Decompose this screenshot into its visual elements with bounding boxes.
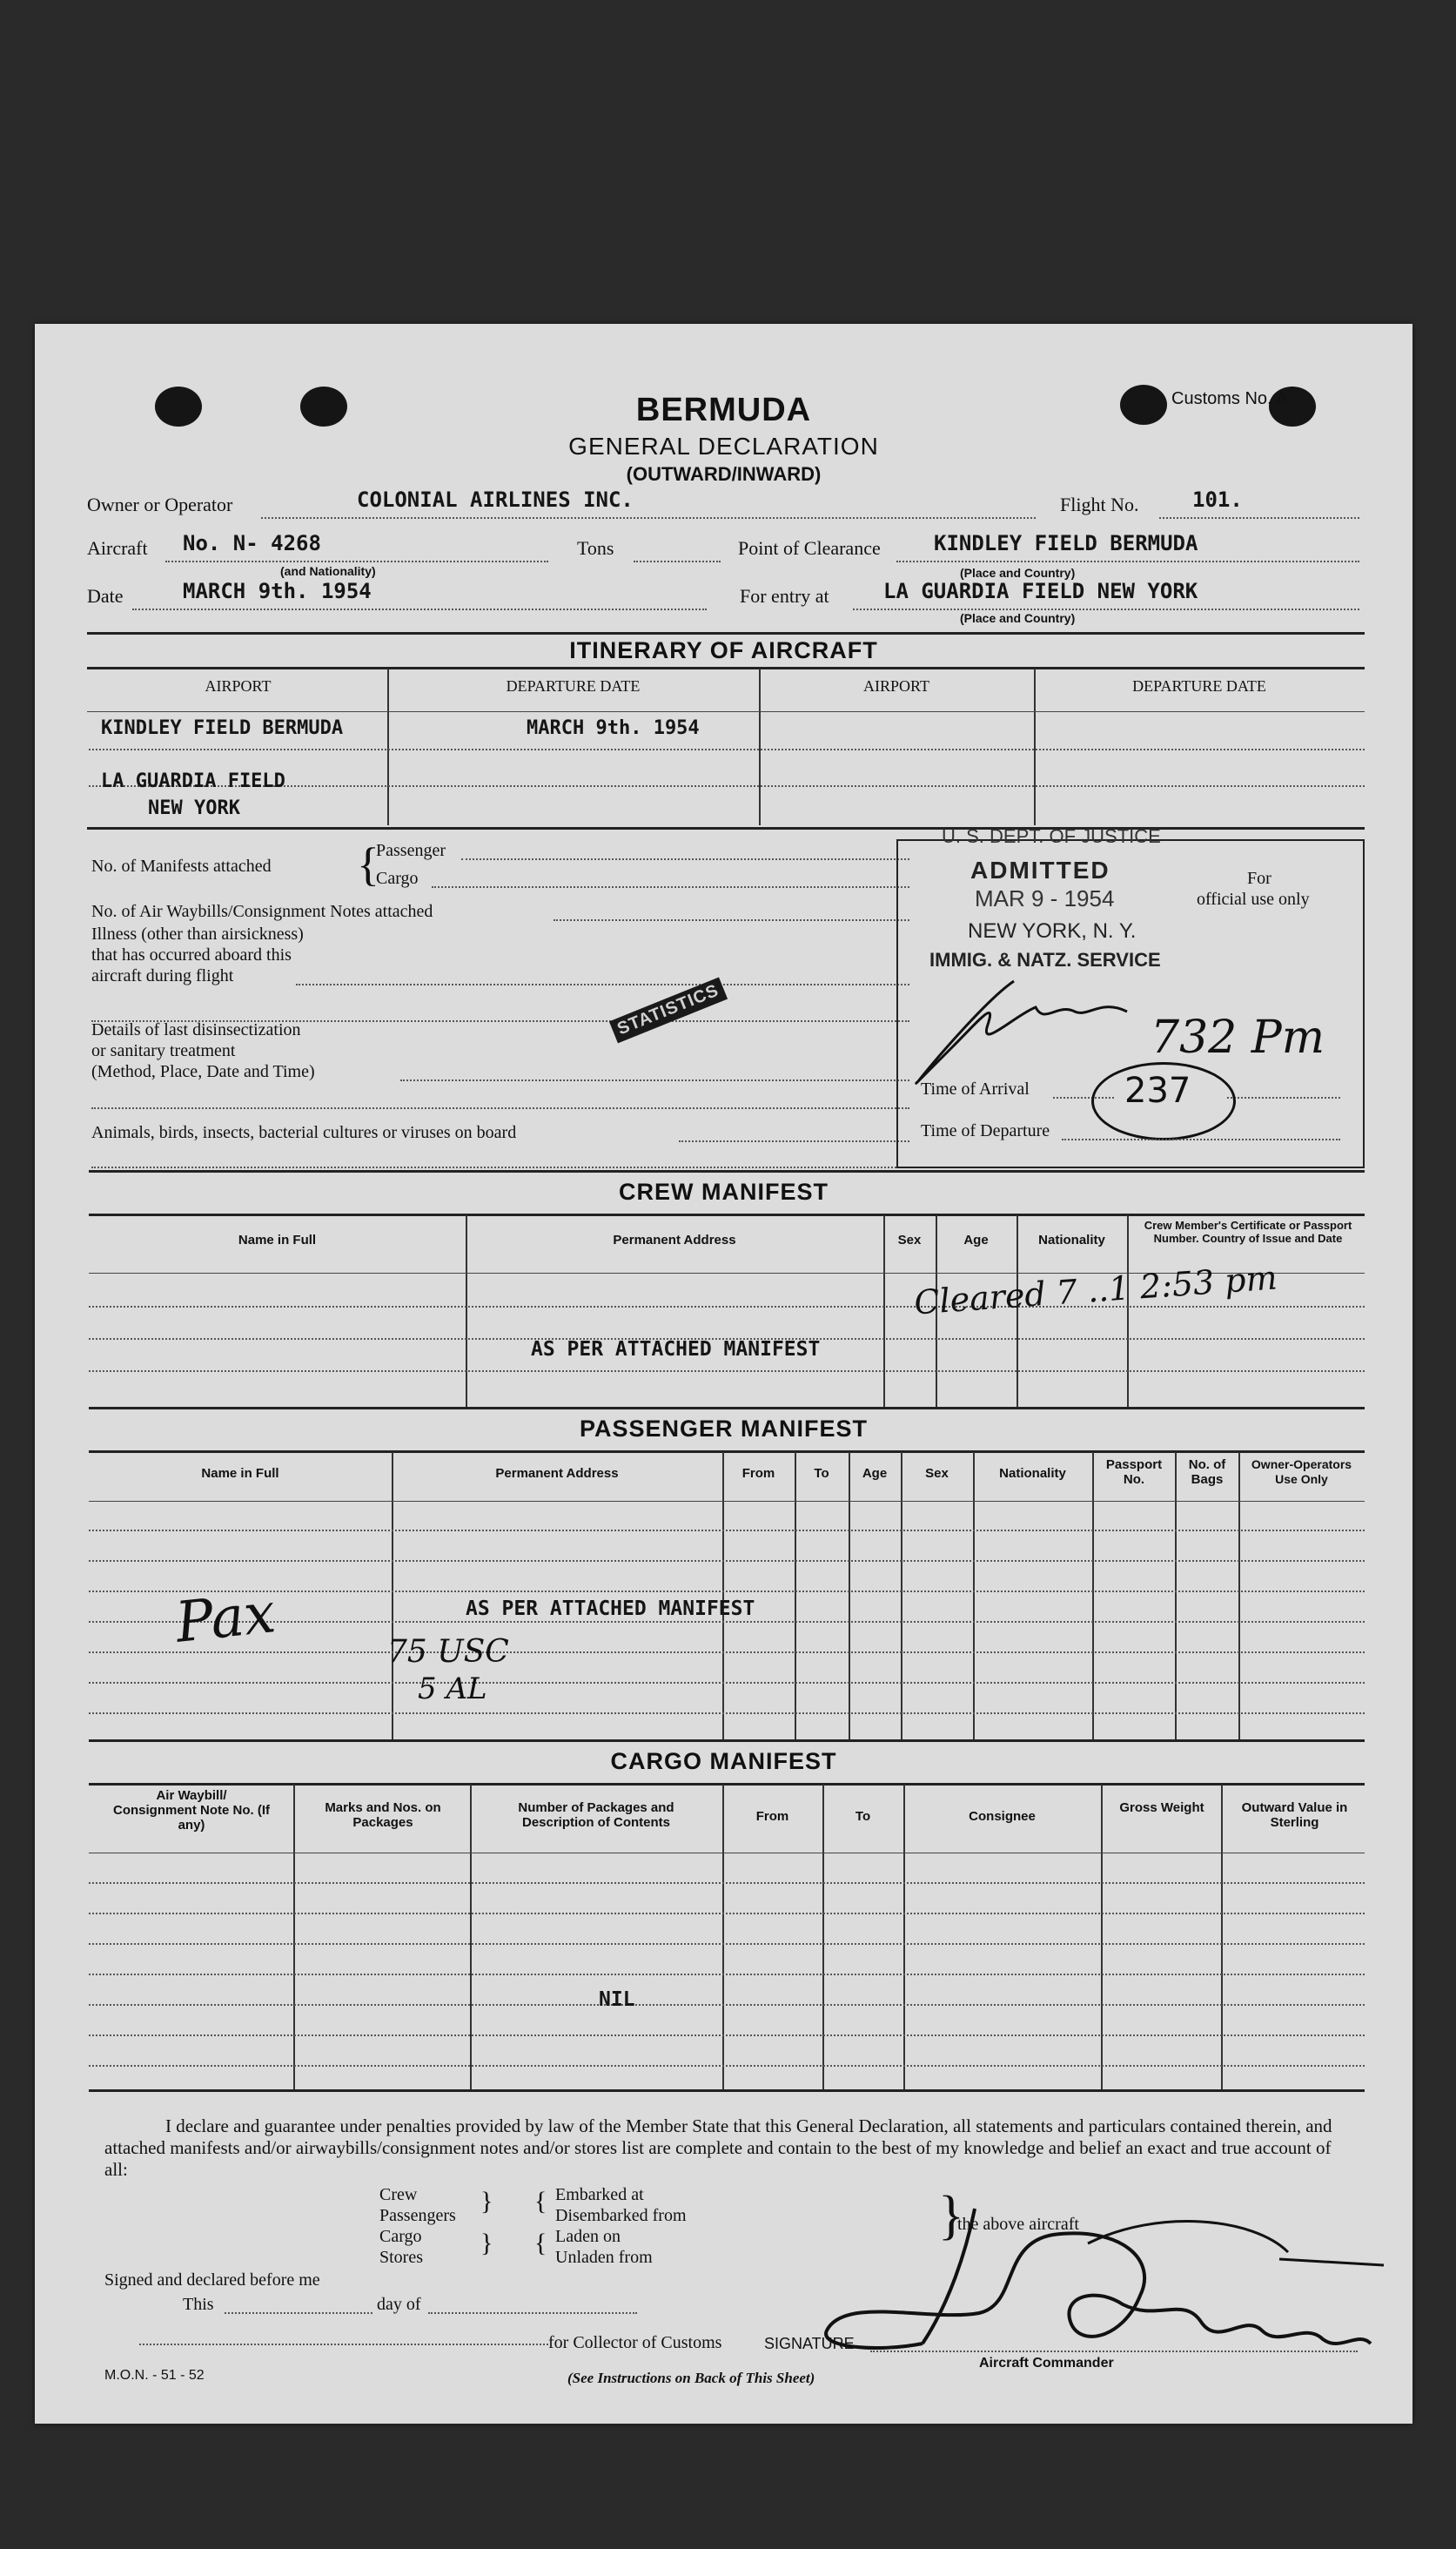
official-for-label: For <box>1247 869 1271 888</box>
passenger-header-owner-use: Owner-Operators Use Only <box>1251 1457 1352 1486</box>
stamp-service: IMMIG. & NATZ. SERVICE <box>929 949 1161 971</box>
passenger-header-sex: Sex <box>925 1466 949 1481</box>
form-number: M.O.N. - 51 - 52 <box>104 2368 205 2383</box>
passenger-title: PASSENGER MANIFEST <box>579 1416 869 1442</box>
itinerary-header-airport: AIRPORT <box>205 677 272 695</box>
illness-line-1: Illness (other than airsickness) <box>91 925 304 944</box>
declaration-embarked: Embarked at <box>555 2185 644 2204</box>
passenger-header-passport: Passport No. <box>1105 1457 1163 1487</box>
entry-label: For entry at <box>740 585 829 607</box>
cargo-header-to: To <box>855 1809 871 1824</box>
illness-line-2: that has occurred aboard this <box>91 945 292 965</box>
disinsect-line-1: Details of last disinsectization <box>91 1020 301 1039</box>
illness-line-3: aircraft during flight <box>91 966 234 985</box>
passenger-header-nationality: Nationality <box>999 1466 1066 1481</box>
disinsect-line-3: (Method, Place, Date and Time) <box>91 1062 315 1081</box>
itinerary-row1-airport: KINDLEY FIELD BERMUDA <box>101 717 344 739</box>
owner-label: Owner or Operator <box>87 494 233 515</box>
itinerary-row1-date: MARCH 9th. 1954 <box>527 717 700 739</box>
owner-value: COLONIAL AIRLINES INC. <box>357 488 634 512</box>
customs-number-label: Customs No. A <box>1171 389 1288 408</box>
itinerary-row2-airport-city: NEW YORK <box>148 797 240 819</box>
day-of-label: day of <box>377 2295 421 2314</box>
declaration-crew: Crew <box>379 2185 418 2204</box>
passenger-header-age: Age <box>862 1466 888 1481</box>
form-subtitle: (OUTWARD/INWARD) <box>626 463 822 485</box>
date-value: MARCH 9th. 1954 <box>183 579 372 603</box>
flight-label: Flight No. <box>1060 494 1139 515</box>
commander-signature <box>792 2191 1401 2365</box>
tons-label: Tons <box>577 537 614 559</box>
commander-label: Aircraft Commander <box>979 2356 1114 2371</box>
statistics-stamp: STATISTICS <box>609 978 728 1044</box>
flight-value: 101. <box>1192 488 1243 512</box>
declaration-stores: Stores <box>379 2248 423 2267</box>
aircraft-label: Aircraft <box>87 537 148 559</box>
crew-header-address: Permanent Address <box>613 1233 736 1248</box>
above-aircraft-label: the above aircraft <box>957 2215 1079 2234</box>
clearance-value: KINDLEY FIELD BERMUDA <box>934 531 1198 555</box>
stamp-date: MAR 9 - 1954 <box>975 885 1115 911</box>
signature-label: SIGNATURE <box>764 2335 855 2352</box>
crew-entry: AS PER ATTACHED MANIFEST <box>531 1338 821 1361</box>
brace: { <box>357 838 379 891</box>
crew-header-nationality: Nationality <box>1038 1233 1105 1248</box>
clearance-label: Point of Clearance <box>738 537 881 559</box>
cargo-header-value: Outward Value in Sterling <box>1241 1800 1348 1830</box>
stamp-admitted: ADMITTED <box>970 857 1110 884</box>
passenger-handwritten-count-1: 75 USC <box>387 1634 509 1670</box>
animals-label: Animals, birds, insects, bacterial cultures or viruses on board <box>91 1123 517 1142</box>
collector-label: for Collector of Customs <box>548 2333 722 2352</box>
signed-label: Signed and declared before me <box>104 2270 320 2290</box>
cargo-header-consignee: Consignee <box>969 1809 1036 1824</box>
itinerary-header-departure-date: DEPARTURE DATE <box>506 677 641 695</box>
declaration-passengers: Passengers <box>379 2206 456 2225</box>
cargo-entry: NIL <box>599 1988 635 2011</box>
itinerary-header-departure-date-2: DEPARTURE DATE <box>1132 677 1266 695</box>
form-title: GENERAL DECLARATION <box>568 433 879 460</box>
cargo-header-waybill: Air Waybill/ Consignment Note No. (If any) <box>113 1788 270 1833</box>
declaration-disembarked: Disembarked from <box>555 2206 687 2225</box>
waybills-label: No. of Air Waybills/Consignment Notes attached <box>91 902 433 921</box>
crew-header-age: Age <box>963 1233 989 1248</box>
passenger-header-from: From <box>741 1466 775 1481</box>
entry-note: (Place and Country) <box>960 611 1076 625</box>
crew-handwritten-note: Cleared 7 ..1 2:53 pm <box>912 1258 1278 1322</box>
declaration-text: I declare and guarantee under penalties provided by law of the Member State that this General Declaration, all statements and particulars contained therein, and attached manifests and/or airwaybills/consignment notes and/or stores list are complete and contain to the best of my knowledge and belief an exact and true account of all: <box>104 2115 1332 2180</box>
aircraft-value: No. N- 4268 <box>183 531 321 555</box>
date-label: Date <box>87 585 124 607</box>
passenger-header-name: Name in Full <box>201 1466 279 1481</box>
instructions-note: (See Instructions on Back of This Sheet) <box>567 2370 815 2386</box>
declaration-laden: Laden on <box>555 2227 621 2246</box>
cargo-header-marks: Marks and Nos. on Packages <box>325 1800 441 1830</box>
arrival-handwritten: 732 Pm <box>1151 1012 1325 1064</box>
aircraft-note: (and Nationality) <box>280 564 376 578</box>
clearance-note: (Place and Country) <box>960 566 1076 580</box>
stamp-dept: U. S. DEPT. OF JUSTICE <box>942 825 1161 847</box>
form-country: BERMUDA <box>635 392 812 428</box>
time-of-arrival-label: Time of Arrival <box>921 1079 1030 1099</box>
cargo-header-description: Number of Packages and Description of Contents <box>518 1800 674 1830</box>
passenger-header-bags: No. of Bags <box>1188 1457 1226 1487</box>
circled-number-value: 237 <box>1124 1071 1191 1111</box>
itinerary-title: ITINERARY OF AIRCRAFT <box>569 637 878 663</box>
declaration-cargo: Cargo <box>379 2227 422 2246</box>
crew-header-name: Name in Full <box>238 1233 317 1248</box>
crew-title: CREW MANIFEST <box>619 1179 829 1205</box>
official-use-label: official use only <box>1197 890 1310 909</box>
entry-value: LA GUARDIA FIELD NEW YORK <box>883 579 1198 603</box>
passenger-handwritten-pax: Pax <box>172 1581 278 1656</box>
crew-header-sex: Sex <box>897 1233 922 1248</box>
crew-header-certificate: Crew Member's Certificate or Passport Number. Country of Issue and Date <box>1144 1219 1352 1245</box>
passenger-entry: AS PER ATTACHED MANIFEST <box>466 1597 755 1620</box>
time-of-departure-label: Time of Departure <box>921 1121 1050 1140</box>
stamp-city: NEW YORK, N. Y. <box>968 919 1137 943</box>
passenger-header-to: To <box>814 1466 829 1481</box>
passenger-header-address: Permanent Address <box>495 1466 619 1481</box>
declaration-unladen: Unladen from <box>555 2248 653 2267</box>
itinerary-header-airport-2: AIRPORT <box>863 677 929 695</box>
disinsect-line-2: or sanitary treatment <box>91 1041 236 1060</box>
passenger-count-label: Passenger <box>376 841 446 860</box>
cargo-title: CARGO MANIFEST <box>610 1748 837 1774</box>
cargo-header-weight: Gross Weight <box>1119 1800 1204 1815</box>
manifests-label: No. of Manifests attached <box>91 857 272 876</box>
passenger-handwritten-count-2: 5 AL <box>418 1671 487 1706</box>
declaration-form: BERMUDA GENERAL DECLARATION (OUTWARD/INWARD) Customs No. A Owner or Operator COLONIAL AIRLINES INC. Flight No. 101. Aircraft No. N- 4268 (and Nationality) Tons Point of Clearance KINDLEY FIELD BERMUDA (Place and Country) Date MARCH 9th. 1954 For entry at LA GUARDIA FIELD NEW YORK (Place and Country) ITINERARY OF AIRCRAFT AIRPORT DEPARTURE DATE AIRPORT DEPARTURE DATE KINDLEY FIELD BERMUDA MARCH 9th. 1954 LA GUARDIA FIELD NEW YORK No. of Manifests attached { Passenger Cargo No. of Air Waybills/Consignment Notes attached Illness (other than airsickness) that has occurred aboard this aircraft during flight Details of last disinsectization or sanitary treatment (Method, Place, Date and Time) Animals, birds, insects, bacterial cultures or viruses on board STATISTICS For official use only U. S. DEPT. OF JUSTICE ADMITTED MAR 9 - 1954 NEW YORK, N. Y. IMMIG. & NATZ. SERVICE 732 Pm Time of Arrival 237 Time of Departure CREW MANIFEST Name in Full Permanent Address Sex Age Nationality Crew Member's Certificate or Passport Number. Country of Issue and Date AS PER ATTACHED MANIFEST Cleared 7 ..1 2:53 pm PASSENGER MANIFEST Name in Full Permanent Address From To Age Sex Nationality Passport No. No. of Bags Owner-Operators Use Only AS PER ATTACHED MANIFEST Pax 75 USC 5 AL CARGO MANIFEST Air Waybill/ Consignment Note No. (If any) Marks and Nos. on Packages Number of Packages and Description of Contents From To Consignee Gross Weight Outward Value in Sterling NIL I declare and guarantee under penalties provided by law of the Member State that this General Declaration, all statements and particulars contained therein, and attached manifests and/or airwaybills/consignment notes and/or stores list are complete and contain to the best of my knowledge and belief an exact and true account of all: Crew Passengers Cargo Stores } } { { Embarked at Disembarked from Laden on Unladen from } the above aircraft Signed and declared before me This day of for Collector of Customs SIGNATURE Aircraft Commander M.O.N. - 51 - 52 (See Instructions on Back of This Sheet) <box>35 324 1412 2424</box>
cargo-count-label: Cargo <box>376 869 419 888</box>
itinerary-row2-airport: LA GUARDIA FIELD <box>101 770 285 792</box>
this-label: This <box>183 2295 214 2314</box>
cargo-header-from: From <box>755 1809 789 1824</box>
